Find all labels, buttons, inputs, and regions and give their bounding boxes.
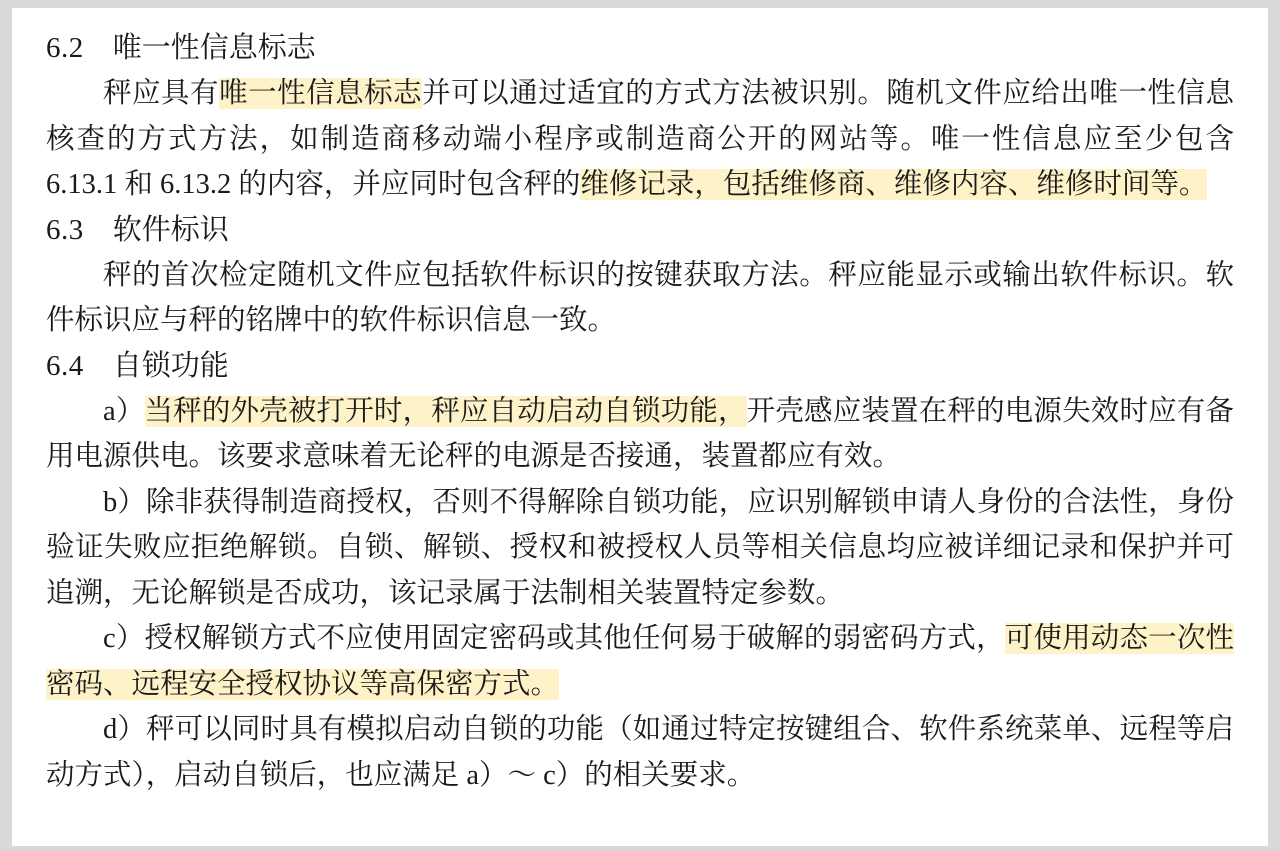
section-title: 唯一性信息标志 (112, 32, 316, 64)
text-run: 并可以通过适宜的方式方法被识别。随机文件应给出唯一性信息核查的方式方法，如制造商移动端小程序或制造商公开的网站等。唯一性信息应至少包含 6.13.1 和 6.13.2 的内容，并应同时包含秤的 (46, 78, 1234, 200)
section-heading-6-2 (46, 26, 1234, 71)
paragraph-6-4-b (46, 480, 1234, 617)
paragraph-6-4-d (46, 707, 1234, 798)
text-run: 秤的首次检定随机文件应包括软件标识的按键获取方法。秤应能显示或输出软件标识。软件标识应与秤的铭牌中的软件标识信息一致。 (46, 259, 1234, 336)
text-run: b）除非获得制造商授权，否则不得解除自锁功能，应识别解锁申请人身份的合法性，身份验证失败应拒绝解锁。自锁、解锁、授权和被授权人员等相关信息均应被详细记录和保护并可追溯，无论解锁是否成功，该记录属于法制相关装置特定参数。 (46, 486, 1234, 609)
section-number: 6.4 (46, 349, 84, 382)
section-number: 6.3 (46, 213, 84, 246)
section-title: 软件标识 (112, 213, 229, 246)
highlighted-text-run: 当秤的外壳被打开时，秤应自动启动自锁功能， (144, 395, 747, 427)
paragraph-6-4-c (46, 616, 1234, 707)
text-run: 开壳感应装置在秤的电源失效时应有备用电源供电。该要求意味着无论秤的电源是否接通，装置都应有效。 (46, 395, 1234, 472)
text-run: c）授权解锁方式不应使用固定密码或其他任何易于破解的弱密码方式， (103, 623, 1005, 654)
section-heading-6-4 (46, 344, 1234, 389)
section-heading-6-3 (46, 208, 1234, 253)
text-run: d）秤可以同时具有模拟启动自锁的功能（如通过特定按键组合、软件系统菜单、远程等启动方式），启动自锁后，也应满足 a）～ c）的相关要求。 (46, 714, 1234, 791)
section-number: 6.2 (46, 32, 84, 64)
paragraph-6-3-1 (46, 253, 1234, 344)
section-title: 自锁功能 (112, 349, 229, 382)
list-marker: a） (103, 395, 145, 427)
text-run: 秤应具有 (103, 78, 220, 109)
highlighted-text-run: 维修记录，包括维修商、维修内容、维修时间等。 (580, 169, 1208, 200)
highlighted-text-run: 唯一性信息标志 (219, 78, 423, 109)
document-page (12, 8, 1268, 846)
paragraph-6-4-a (46, 389, 1234, 480)
highlighted-text-run: 可使用动态一次性密码、远程安全授权协议等高保密方式。 (46, 623, 1234, 700)
paragraph-6-2-1 (46, 71, 1234, 208)
